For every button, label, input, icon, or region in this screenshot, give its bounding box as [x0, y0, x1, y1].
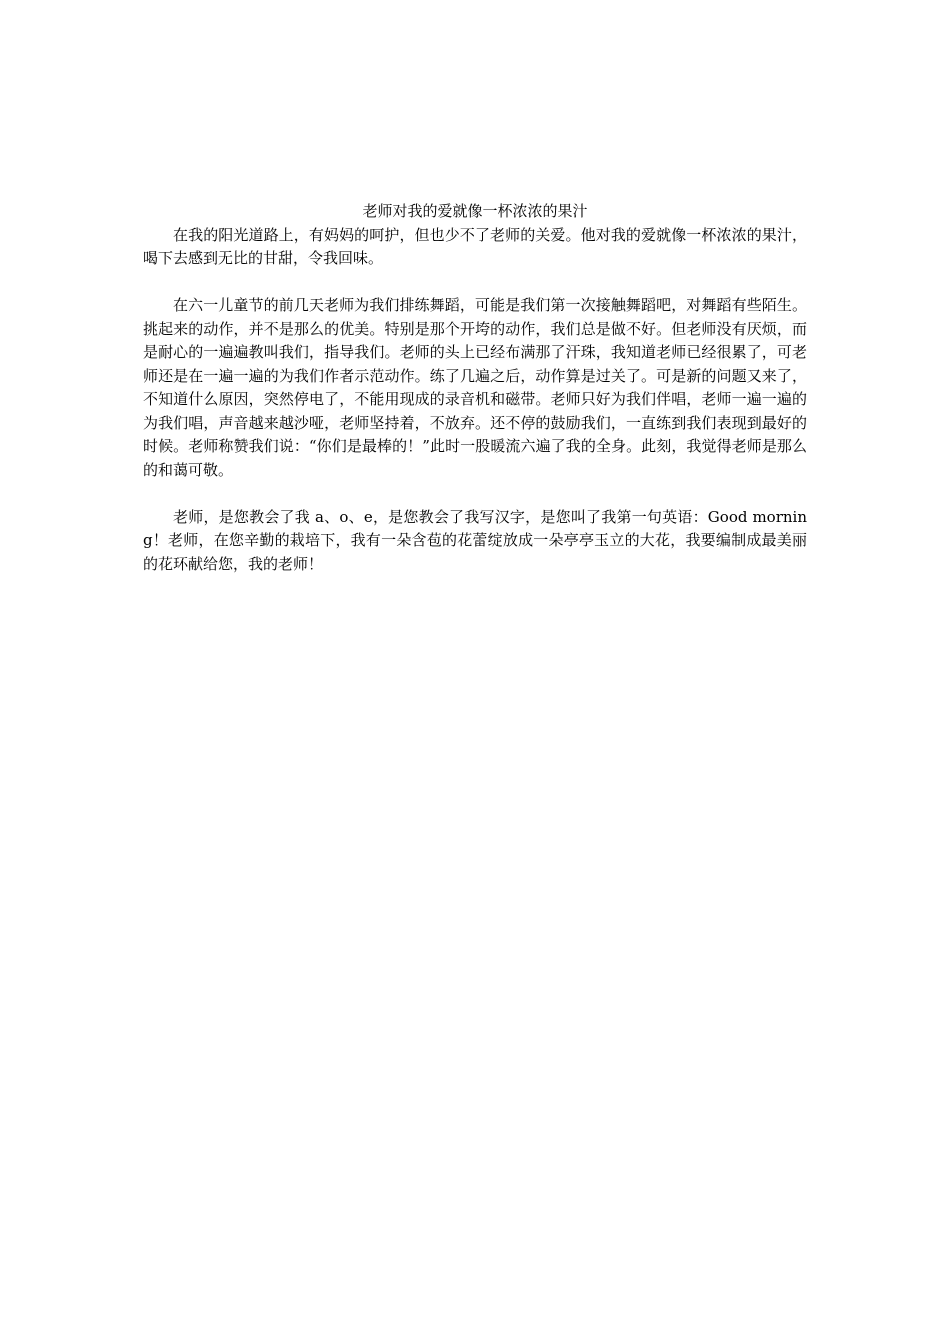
paragraph-2: 在六一儿童节的前几天老师为我们排练舞蹈，可能是我们第一次接触舞蹈吧，对舞蹈有些陌生。挑起来的动作，并不是那么的优美。特别是那个开垮的动作，我们总是做不好。但老师没有厌烦，而是耐心的一遍遍教叫我们，指导我们。老师的头上已经布满那了汗珠，我知道老师已经很累了，可老师还是在一遍一遍的为我们作者示范动作。练了几遍之后，动作算是过关了。可是新的问题又来了，不知道什么原因，突然停电了，不能用现成的录音机和磁带。老师只好为我们伴唱，老师一遍一遍的为我们唱，声音越来越沙哑，老师坚持着，不放弃。还不停的鼓励我们，一直练到我们表现到最好的时候。老师称赞我们说：“你们是最棒的！”此时一股暖流六遍了我的全身。此刻，我觉得老师是那么的和蔼可敬。	[143, 296, 807, 479]
paragraph-1: 在我的阳光道路上，有妈妈的呵护，但也少不了老师的关爱。他对我的爱就像一杯浓浓的果汁，喝下去感到无比的甘甜，令我回味。	[143, 225, 807, 267]
document-title: 老师对我的爱就像一杯浓浓的果汁	[362, 202, 588, 220]
paragraph-3: 老师，是您教会了我 a、o、e，是您教会了我写汉字，是您叫了我第一句英语：Good morning！老师，在您辛勤的栽培下，我有一朵含苞的花蕾绽放成一朵亭亭玉立的大花，我要编制成最美丽的花环献给您，我的老师！	[143, 507, 807, 573]
document-body	[143, 200, 807, 576]
paragraph-gap	[143, 482, 807, 506]
paragraph-gap	[143, 271, 807, 295]
